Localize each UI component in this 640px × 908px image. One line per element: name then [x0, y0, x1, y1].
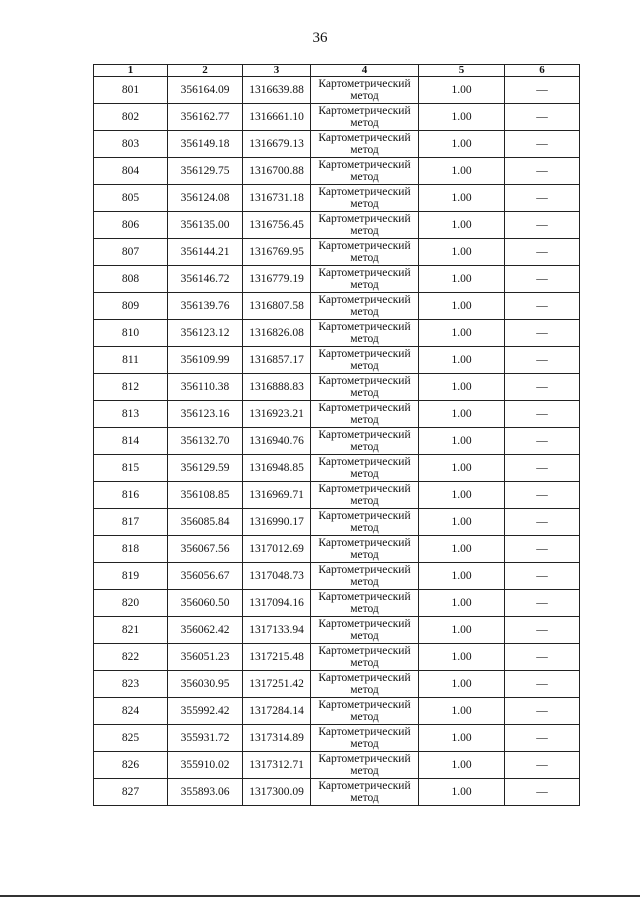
table-row — [94, 536, 580, 563]
point-number-cell: 811 — [94, 347, 168, 374]
y-coordinate-cell: 1317215.48 — [243, 644, 311, 671]
accuracy-cell: 1.00 — [419, 158, 505, 185]
method-cell — [311, 536, 419, 563]
x-coordinate-cell: 356109.99 — [168, 347, 243, 374]
note-cell: — — [505, 779, 580, 806]
note-cell: — — [505, 590, 580, 617]
point-number-cell: 821 — [94, 617, 168, 644]
accuracy-cell: 1.00 — [419, 77, 505, 104]
accuracy-cell: 1.00 — [419, 212, 505, 239]
table-row — [94, 77, 580, 104]
method-line-1: Картометрический — [318, 672, 411, 684]
y-coordinate-cell: 1317012.69 — [243, 536, 311, 563]
point-number-cell: 806 — [94, 212, 168, 239]
method-line-1: Картометрический — [318, 618, 411, 630]
point-number-cell: 816 — [94, 482, 168, 509]
accuracy-cell: 1.00 — [419, 482, 505, 509]
x-coordinate-cell: 356123.12 — [168, 320, 243, 347]
x-coordinate-cell: 355992.42 — [168, 698, 243, 725]
method-line-2: метод — [350, 441, 379, 453]
y-coordinate-cell: 1316661.10 — [243, 104, 311, 131]
method-line-2: метод — [350, 414, 379, 426]
accuracy-cell: 1.00 — [419, 752, 505, 779]
note-cell: — — [505, 671, 580, 698]
accuracy-cell: 1.00 — [419, 185, 505, 212]
point-number-cell: 819 — [94, 563, 168, 590]
accuracy-cell: 1.00 — [419, 644, 505, 671]
y-coordinate-cell: 1316639.88 — [243, 77, 311, 104]
table-row — [94, 266, 580, 293]
table-row — [94, 455, 580, 482]
table-row — [94, 293, 580, 320]
method-line-1: Картометрический — [318, 753, 411, 765]
table-header-row — [94, 65, 580, 77]
method-line-2: метод — [350, 630, 379, 642]
note-cell: — — [505, 212, 580, 239]
method-line-2: метод — [350, 252, 379, 264]
table-row — [94, 779, 580, 806]
y-coordinate-cell: 1316679.13 — [243, 131, 311, 158]
method-line-2: метод — [350, 90, 379, 102]
coordinates-table — [93, 64, 580, 806]
accuracy-cell: 1.00 — [419, 563, 505, 590]
method-cell — [311, 185, 419, 212]
accuracy-cell: 1.00 — [419, 266, 505, 293]
point-number-cell: 803 — [94, 131, 168, 158]
point-number-cell: 818 — [94, 536, 168, 563]
note-cell: — — [505, 185, 580, 212]
accuracy-cell: 1.00 — [419, 671, 505, 698]
method-cell — [311, 671, 419, 698]
point-number-cell: 815 — [94, 455, 168, 482]
method-cell — [311, 725, 419, 752]
scan-edge-line — [0, 895, 640, 897]
x-coordinate-cell: 355931.72 — [168, 725, 243, 752]
note-cell: — — [505, 320, 580, 347]
note-cell: — — [505, 617, 580, 644]
accuracy-cell: 1.00 — [419, 617, 505, 644]
note-cell: — — [505, 752, 580, 779]
method-line-1: Картометрический — [318, 186, 411, 198]
accuracy-cell: 1.00 — [419, 131, 505, 158]
y-coordinate-cell: 1317251.42 — [243, 671, 311, 698]
method-cell — [311, 158, 419, 185]
note-cell: — — [505, 401, 580, 428]
header-col-2: 2 — [168, 65, 243, 77]
note-cell: — — [505, 158, 580, 185]
table-row — [94, 158, 580, 185]
note-cell: — — [505, 347, 580, 374]
point-number-cell: 820 — [94, 590, 168, 617]
table-row — [94, 401, 580, 428]
method-line-1: Картометрический — [318, 105, 411, 117]
accuracy-cell: 1.00 — [419, 374, 505, 401]
table-row — [94, 212, 580, 239]
table-row — [94, 320, 580, 347]
method-cell — [311, 131, 419, 158]
note-cell: — — [505, 455, 580, 482]
table-row — [94, 239, 580, 266]
note-cell: — — [505, 293, 580, 320]
x-coordinate-cell: 356124.08 — [168, 185, 243, 212]
method-cell — [311, 509, 419, 536]
table-row — [94, 590, 580, 617]
table-row — [94, 617, 580, 644]
method-line-2: метод — [350, 711, 379, 723]
y-coordinate-cell: 1316756.45 — [243, 212, 311, 239]
method-line-1: Картометрический — [318, 159, 411, 171]
point-number-cell: 813 — [94, 401, 168, 428]
x-coordinate-cell: 355910.02 — [168, 752, 243, 779]
point-number-cell: 802 — [94, 104, 168, 131]
method-line-1: Картометрический — [318, 510, 411, 522]
point-number-cell: 808 — [94, 266, 168, 293]
note-cell: — — [505, 104, 580, 131]
point-number-cell: 814 — [94, 428, 168, 455]
method-line-2: метод — [350, 333, 379, 345]
point-number-cell: 823 — [94, 671, 168, 698]
table-row — [94, 185, 580, 212]
method-cell — [311, 374, 419, 401]
accuracy-cell: 1.00 — [419, 104, 505, 131]
table-row — [94, 428, 580, 455]
x-coordinate-cell: 355893.06 — [168, 779, 243, 806]
table-row — [94, 482, 580, 509]
point-number-cell: 825 — [94, 725, 168, 752]
method-line-1: Картометрический — [318, 429, 411, 441]
x-coordinate-cell: 356132.70 — [168, 428, 243, 455]
table-row — [94, 509, 580, 536]
method-cell — [311, 293, 419, 320]
x-coordinate-cell: 356123.16 — [168, 401, 243, 428]
method-cell — [311, 239, 419, 266]
note-cell: — — [505, 77, 580, 104]
y-coordinate-cell: 1317284.14 — [243, 698, 311, 725]
y-coordinate-cell: 1316731.18 — [243, 185, 311, 212]
method-line-1: Картометрический — [318, 591, 411, 603]
y-coordinate-cell: 1316769.95 — [243, 239, 311, 266]
y-coordinate-cell: 1316923.21 — [243, 401, 311, 428]
method-line-1: Картометрический — [318, 78, 411, 90]
method-line-2: метод — [350, 117, 379, 129]
accuracy-cell: 1.00 — [419, 779, 505, 806]
method-cell — [311, 266, 419, 293]
accuracy-cell: 1.00 — [419, 293, 505, 320]
header-col-3: 3 — [243, 65, 311, 77]
table-row — [94, 347, 580, 374]
header-col-6: 6 — [505, 65, 580, 77]
method-line-1: Картометрический — [318, 294, 411, 306]
table-body — [94, 77, 580, 806]
y-coordinate-cell: 1317133.94 — [243, 617, 311, 644]
table-row — [94, 131, 580, 158]
method-line-1: Картометрический — [318, 375, 411, 387]
note-cell: — — [505, 563, 580, 590]
method-line-2: метод — [350, 306, 379, 318]
table-row — [94, 644, 580, 671]
method-line-1: Картометрический — [318, 402, 411, 414]
method-cell — [311, 590, 419, 617]
accuracy-cell: 1.00 — [419, 401, 505, 428]
method-cell — [311, 401, 419, 428]
y-coordinate-cell: 1317314.89 — [243, 725, 311, 752]
method-line-1: Картометрический — [318, 483, 411, 495]
y-coordinate-cell: 1317312.71 — [243, 752, 311, 779]
note-cell: — — [505, 266, 580, 293]
method-cell — [311, 698, 419, 725]
method-line-2: метод — [350, 171, 379, 183]
header-col-4: 4 — [311, 65, 419, 77]
accuracy-cell: 1.00 — [419, 590, 505, 617]
note-cell: — — [505, 509, 580, 536]
x-coordinate-cell: 356129.75 — [168, 158, 243, 185]
method-line-1: Картометрический — [318, 348, 411, 360]
header-col-5: 5 — [419, 65, 505, 77]
method-line-1: Картометрический — [318, 564, 411, 576]
x-coordinate-cell: 356085.84 — [168, 509, 243, 536]
accuracy-cell: 1.00 — [419, 320, 505, 347]
point-number-cell: 805 — [94, 185, 168, 212]
y-coordinate-cell: 1316969.71 — [243, 482, 311, 509]
point-number-cell: 807 — [94, 239, 168, 266]
table-row — [94, 104, 580, 131]
x-coordinate-cell: 356164.09 — [168, 77, 243, 104]
method-cell — [311, 104, 419, 131]
note-cell: — — [505, 482, 580, 509]
accuracy-cell: 1.00 — [419, 428, 505, 455]
x-coordinate-cell: 356135.00 — [168, 212, 243, 239]
method-line-2: метод — [350, 495, 379, 507]
y-coordinate-cell: 1317300.09 — [243, 779, 311, 806]
x-coordinate-cell: 356162.77 — [168, 104, 243, 131]
table-row — [94, 374, 580, 401]
method-cell — [311, 428, 419, 455]
point-number-cell: 824 — [94, 698, 168, 725]
y-coordinate-cell: 1316857.17 — [243, 347, 311, 374]
point-number-cell: 804 — [94, 158, 168, 185]
method-cell — [311, 779, 419, 806]
note-cell: — — [505, 698, 580, 725]
x-coordinate-cell: 356129.59 — [168, 455, 243, 482]
method-line-2: метод — [350, 657, 379, 669]
table-row — [94, 725, 580, 752]
x-coordinate-cell: 356056.67 — [168, 563, 243, 590]
x-coordinate-cell: 356062.42 — [168, 617, 243, 644]
accuracy-cell: 1.00 — [419, 455, 505, 482]
note-cell: — — [505, 374, 580, 401]
note-cell: — — [505, 536, 580, 563]
point-number-cell: 827 — [94, 779, 168, 806]
x-coordinate-cell: 356060.50 — [168, 590, 243, 617]
x-coordinate-cell: 356110.38 — [168, 374, 243, 401]
y-coordinate-cell: 1316826.08 — [243, 320, 311, 347]
header-col-1: 1 — [94, 65, 168, 77]
table-row — [94, 671, 580, 698]
method-line-1: Картометрический — [318, 645, 411, 657]
accuracy-cell: 1.00 — [419, 536, 505, 563]
note-cell: — — [505, 428, 580, 455]
point-number-cell: 826 — [94, 752, 168, 779]
method-cell — [311, 212, 419, 239]
method-cell — [311, 320, 419, 347]
note-cell: — — [505, 239, 580, 266]
method-line-1: Картометрический — [318, 321, 411, 333]
point-number-cell: 822 — [94, 644, 168, 671]
table-row — [94, 563, 580, 590]
method-line-2: метод — [350, 549, 379, 561]
x-coordinate-cell: 356139.76 — [168, 293, 243, 320]
method-line-2: метод — [350, 603, 379, 615]
point-number-cell: 809 — [94, 293, 168, 320]
method-line-2: метод — [350, 360, 379, 372]
method-line-1: Картометрический — [318, 456, 411, 468]
point-number-cell: 812 — [94, 374, 168, 401]
point-number-cell: 810 — [94, 320, 168, 347]
x-coordinate-cell: 356030.95 — [168, 671, 243, 698]
note-cell: — — [505, 725, 580, 752]
method-line-2: метод — [350, 198, 379, 210]
method-line-1: Картометрический — [318, 537, 411, 549]
method-line-1: Картометрический — [318, 780, 411, 792]
table-row — [94, 698, 580, 725]
method-cell — [311, 563, 419, 590]
method-cell — [311, 455, 419, 482]
y-coordinate-cell: 1316888.83 — [243, 374, 311, 401]
method-line-1: Картометрический — [318, 726, 411, 738]
note-cell: — — [505, 644, 580, 671]
accuracy-cell: 1.00 — [419, 239, 505, 266]
y-coordinate-cell: 1317048.73 — [243, 563, 311, 590]
method-line-1: Картометрический — [318, 213, 411, 225]
method-line-1: Картометрический — [318, 240, 411, 252]
method-line-2: метод — [350, 738, 379, 750]
x-coordinate-cell: 356146.72 — [168, 266, 243, 293]
method-cell — [311, 644, 419, 671]
method-cell — [311, 617, 419, 644]
method-line-2: метод — [350, 279, 379, 291]
method-line-2: метод — [350, 144, 379, 156]
accuracy-cell: 1.00 — [419, 698, 505, 725]
method-line-2: метод — [350, 792, 379, 804]
method-line-2: метод — [350, 576, 379, 588]
point-number-cell: 817 — [94, 509, 168, 536]
method-line-2: метод — [350, 468, 379, 480]
y-coordinate-cell: 1316990.17 — [243, 509, 311, 536]
method-line-2: метод — [350, 684, 379, 696]
accuracy-cell: 1.00 — [419, 725, 505, 752]
y-coordinate-cell: 1316940.76 — [243, 428, 311, 455]
method-cell — [311, 482, 419, 509]
table-row — [94, 752, 580, 779]
method-line-2: метод — [350, 765, 379, 777]
method-line-2: метод — [350, 225, 379, 237]
x-coordinate-cell: 356051.23 — [168, 644, 243, 671]
method-line-2: метод — [350, 522, 379, 534]
accuracy-cell: 1.00 — [419, 347, 505, 374]
x-coordinate-cell: 356108.85 — [168, 482, 243, 509]
x-coordinate-cell: 356067.56 — [168, 536, 243, 563]
method-line-2: метод — [350, 387, 379, 399]
method-cell — [311, 77, 419, 104]
point-number-cell: 801 — [94, 77, 168, 104]
x-coordinate-cell: 356149.18 — [168, 131, 243, 158]
y-coordinate-cell: 1316700.88 — [243, 158, 311, 185]
y-coordinate-cell: 1316779.19 — [243, 266, 311, 293]
method-cell — [311, 347, 419, 374]
y-coordinate-cell: 1316807.58 — [243, 293, 311, 320]
method-line-1: Картометрический — [318, 267, 411, 279]
method-line-1: Картометрический — [318, 132, 411, 144]
method-cell — [311, 752, 419, 779]
y-coordinate-cell: 1316948.85 — [243, 455, 311, 482]
y-coordinate-cell: 1317094.16 — [243, 590, 311, 617]
method-line-1: Картометрический — [318, 699, 411, 711]
x-coordinate-cell: 356144.21 — [168, 239, 243, 266]
accuracy-cell: 1.00 — [419, 509, 505, 536]
note-cell: — — [505, 131, 580, 158]
page-number: 36 — [312, 30, 328, 46]
